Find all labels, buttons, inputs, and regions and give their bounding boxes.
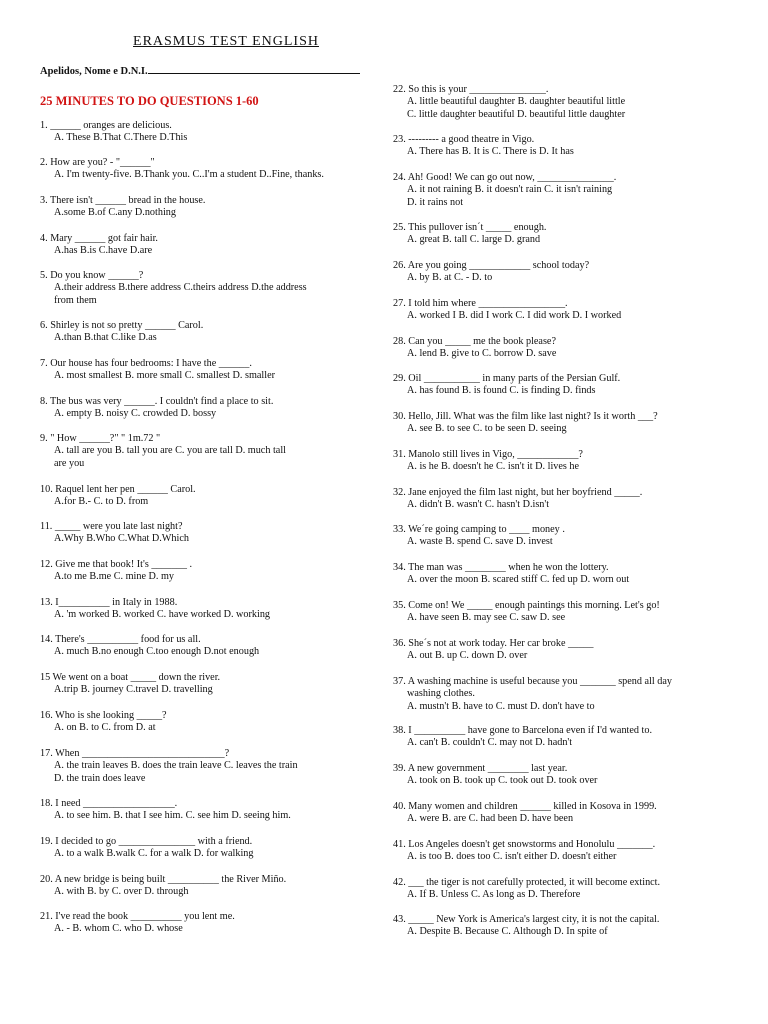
- question-right-6: [393, 298, 621, 323]
- answer-options[interactable]: A. 'm worked B. worked C. have worked D. working: [54, 609, 271, 621]
- question-stem: 33. We´re going camping to ____ money .: [393, 524, 565, 535]
- answer-options[interactable]: A.Why B.Who C.What D.Which: [54, 533, 189, 545]
- answer-options[interactable]: A.has B.is C.have D.are: [54, 245, 153, 257]
- question-right-14: [393, 600, 660, 625]
- question-left-1: [40, 120, 187, 145]
- answer-options[interactable]: A. much B.no enough C.too enough D.not enough: [54, 646, 260, 658]
- question-right-13: [393, 562, 629, 587]
- answer-options[interactable]: from them: [54, 294, 97, 306]
- question-left-13: [40, 597, 270, 622]
- question-stem: 32. Jane enjoyed the film last night, but her boyfriend _____.: [393, 487, 643, 498]
- answer-options[interactable]: A. can't B. couldn't C. may not D. hadn't: [407, 737, 573, 749]
- question-stem: 26. Are you going ____________ school today?: [393, 260, 590, 271]
- answer-options[interactable]: A. were B. are C. had been D. have been: [407, 813, 574, 825]
- answer-options[interactable]: A. over the moon B. scared stiff C. fed up D. worn out: [407, 574, 630, 586]
- question-stem: 20. A new bridge is being built __________ the River Miño.: [40, 874, 287, 885]
- answer-options[interactable]: A.their address B.there address C.theirs address D.the address: [54, 282, 307, 294]
- question-left-6: [40, 320, 203, 345]
- page-title: ERASMUS TEST ENGLISH: [133, 34, 319, 49]
- question-stem: 42. ___ the tiger is not carefully protected, it will become extinct.: [393, 877, 661, 888]
- question-stem: 29. Oil ___________ in many parts of the Persian Gulf.: [393, 373, 621, 384]
- question-right-19: [393, 801, 657, 826]
- question-left-7: [40, 358, 275, 383]
- answer-options[interactable]: A. Despite B. Because C. Although D. In spite of: [407, 926, 608, 938]
- question-stem: 25. This pullover isn´t _____ enough.: [393, 222, 547, 233]
- answer-options[interactable]: A. If B. Unless C. As long as D. Therefore: [407, 889, 581, 901]
- question-right-4: [393, 222, 546, 247]
- answer-options[interactable]: A. lend B. give to C. borrow D. save: [407, 348, 557, 360]
- answer-options[interactable]: A. is he B. doesn't he C. isn't it D. lives he: [407, 461, 580, 473]
- answer-options[interactable]: A. little beautiful daughter B. daughter beautiful little: [407, 96, 626, 108]
- question-stem: 28. Can you _____ me the book please?: [393, 336, 556, 347]
- name-field[interactable]: [40, 64, 360, 77]
- question-left-15: [40, 672, 220, 697]
- answer-options[interactable]: washing clothes.: [407, 688, 475, 700]
- answer-options[interactable]: are you: [54, 457, 85, 469]
- question-stem: 40. Many women and children ______ killed in Kosova in 1999.: [393, 801, 657, 812]
- question-stem: 14. There's __________ food for us all.: [40, 634, 201, 645]
- question-left-11: [40, 521, 189, 546]
- question-stem: 24. Ah! Good! We can go out now, _______________.: [393, 172, 617, 183]
- answer-options[interactable]: C. little daughter beautiful D. beautiful little daughter: [407, 108, 626, 120]
- question-stem: 5. Do you know ______?: [40, 270, 144, 281]
- question-left-16: [40, 710, 167, 735]
- question-stem: 17. When ____________________________?: [40, 748, 230, 759]
- answer-options[interactable]: A.trip B. journey C.travel D. travelling: [54, 684, 213, 696]
- answer-options[interactable]: A. mustn't B. have to C. must D. don't have to: [407, 700, 595, 712]
- question-left-3: [40, 195, 205, 220]
- answer-options[interactable]: A. the train leaves B. does the train leave C. leaves the train: [54, 760, 298, 772]
- question-stem: 6. Shirley is not so pretty ______ Carol.: [40, 320, 204, 331]
- question-right-10: [393, 449, 583, 474]
- question-stem: 37. A washing machine is useful because you _______ spend all day: [393, 676, 672, 687]
- question-right-9: [393, 411, 658, 436]
- answer-options[interactable]: A. I'm twenty-five. B.Thank you. C..I'm a student D..Fine, thanks.: [54, 169, 324, 181]
- answer-options[interactable]: A. tall are you B. tall you are C. you are tall D. much tall: [54, 445, 286, 457]
- question-stem: 36. She´s not at work today. Her car broke _____: [393, 638, 594, 649]
- question-stem: 43. _____ New York is America's largest city, it is not the capital.: [393, 914, 660, 925]
- question-stem: 23. --------- a good theatre in Vigo.: [393, 134, 535, 145]
- question-right-16: [393, 676, 672, 713]
- question-stem: 34. The man was ________ when he won the lottery.: [393, 562, 609, 573]
- question-left-18: [40, 798, 291, 823]
- answer-options[interactable]: A. waste B. spend C. save D. invest: [407, 536, 553, 548]
- question-left-20: [40, 874, 286, 899]
- question-left-5: [40, 270, 307, 307]
- answer-options[interactable]: A. on B. to C. from D. at: [54, 722, 156, 734]
- question-stem: 12. Give me that book! It's _______ .: [40, 559, 193, 570]
- question-stem: 22. So this is your _______________.: [393, 84, 549, 95]
- question-right-3: [393, 172, 616, 209]
- name-line: [148, 64, 360, 74]
- question-stem: 41. Los Angeles doesn't get snowstorms and Honolulu _______.: [393, 839, 656, 850]
- answer-options[interactable]: A. There has B. It is C. There is D. It has: [407, 146, 574, 158]
- question-right-2: [393, 134, 574, 159]
- answer-options[interactable]: A. with B. by C. over D. through: [54, 886, 189, 898]
- question-right-8: [393, 373, 620, 398]
- question-right-1: [393, 84, 625, 121]
- name-label: Apelidos, Nome e D.N.I.: [40, 66, 148, 77]
- question-right-21: [393, 877, 660, 902]
- answer-options[interactable]: A. have seen B. may see C. saw D. see: [407, 612, 566, 624]
- answer-options[interactable]: A. These B.That C.There D.This: [54, 132, 188, 144]
- question-left-2: [40, 157, 324, 182]
- question-left-19: [40, 836, 253, 861]
- question-left-21: [40, 911, 235, 936]
- question-stem: 38. I __________ have gone to Barcelona even if I'd wanted to.: [393, 725, 652, 736]
- question-stem: 1. ______ oranges are delicious.: [40, 120, 172, 131]
- answer-options[interactable]: A. see B. to see C. to be seen D. seeing: [407, 423, 567, 435]
- question-right-20: [393, 839, 655, 864]
- answer-options[interactable]: A.to me B.me C. mine D. my: [54, 571, 174, 583]
- answer-options[interactable]: A. to a walk B.walk C. for a walk D. for walking: [54, 848, 254, 860]
- question-stem: 11. _____ were you late last night?: [40, 521, 183, 532]
- answer-options[interactable]: A. took on B. took up C. took out D. took over: [407, 775, 598, 787]
- answer-options[interactable]: A. worked I B. did I work C. I did work D. I worked: [407, 310, 622, 322]
- question-left-10: [40, 484, 196, 509]
- question-left-17: [40, 748, 298, 785]
- question-right-22: [393, 914, 659, 939]
- question-left-8: [40, 396, 273, 421]
- question-left-9: [40, 433, 286, 470]
- question-stem: 16. Who is she looking _____?: [40, 710, 167, 721]
- answer-options[interactable]: A.some B.of C.any D.nothing: [54, 207, 176, 219]
- question-left-14: [40, 634, 259, 659]
- question-stem: 10. Raquel lent her pen ______ Carol.: [40, 484, 196, 495]
- question-right-15: [393, 638, 594, 663]
- question-stem: 30. Hello, Jill. What was the film like last night? Is it worth ___?: [393, 411, 658, 422]
- answer-options[interactable]: A. has found B. is found C. is finding D. finds: [407, 385, 596, 397]
- question-stem: 13. I__________ in Italy in 1988.: [40, 597, 178, 608]
- question-right-18: [393, 763, 597, 788]
- question-stem: 9. " How ______?" " 1m.72 ": [40, 433, 161, 444]
- question-right-5: [393, 260, 589, 285]
- answer-options[interactable]: A. it not raining B. it doesn't rain C. it isn't raining: [407, 184, 613, 196]
- question-stem: 3. There isn't ______ bread in the house.: [40, 195, 206, 206]
- answer-options[interactable]: A. by B. at C. - D. to: [407, 272, 493, 284]
- question-right-17: [393, 725, 652, 750]
- question-stem: 15 We went on a boat _____ down the river.: [40, 672, 221, 683]
- question-right-11: [393, 487, 642, 512]
- answer-options[interactable]: A. most smallest B. more small C. smallest D. smaller: [54, 370, 275, 382]
- answer-options[interactable]: A. is too B. does too C. isn't either D. doesn't either: [407, 851, 617, 863]
- question-stem: 2. How are you? - "______": [40, 157, 155, 168]
- question-stem: 35. Come on! We _____ enough paintings this morning. Let's go!: [393, 600, 660, 611]
- answer-options[interactable]: A.than B.that C.like D.as: [54, 332, 157, 344]
- answer-options[interactable]: A. empty B. noisy C. crowded D. bossy: [54, 408, 217, 420]
- answer-options[interactable]: A. great B. tall C. large D. grand: [407, 234, 541, 246]
- question-stem: 4. Mary ______ got fair hair.: [40, 233, 158, 244]
- question-stem: 8. The bus was very ______. I couldn't find a place to sit.: [40, 396, 274, 407]
- answer-options[interactable]: A. - B. whom C. who D. whose: [54, 923, 183, 935]
- question-stem: 19. I decided to go _______________ with a friend.: [40, 836, 253, 847]
- question-right-12: [393, 524, 565, 549]
- answer-options[interactable]: A. to see him. B. that I see him. C. see him D. seeing him.: [54, 810, 291, 822]
- question-stem: 39. A new government ________ last year.: [393, 763, 568, 774]
- question-stem: 21. I've read the book __________ you lent me.: [40, 911, 235, 922]
- answer-options[interactable]: A. didn't B. wasn't C. hasn't D.isn't: [407, 499, 550, 511]
- question-stem: 31. Manolo still lives in Vigo, ____________?: [393, 449, 583, 460]
- question-stem: 27. I told him where _________________.: [393, 298, 568, 309]
- question-stem: 7. Our house has four bedrooms: I have the ______.: [40, 358, 252, 369]
- answer-options[interactable]: A.for B.- C. to D. from: [54, 496, 149, 508]
- question-left-12: [40, 559, 192, 584]
- answer-options[interactable]: D. the train does leave: [54, 772, 146, 784]
- question-left-4: [40, 233, 158, 258]
- question-stem: 18. I need __________________.: [40, 798, 178, 809]
- time-instruction: 25 MINUTES TO DO QUESTIONS 1-60: [40, 94, 259, 108]
- question-right-7: [393, 336, 556, 361]
- answer-options[interactable]: A. out B. up C. down D. over: [407, 650, 528, 662]
- answer-options[interactable]: D. it rains not: [407, 196, 464, 208]
